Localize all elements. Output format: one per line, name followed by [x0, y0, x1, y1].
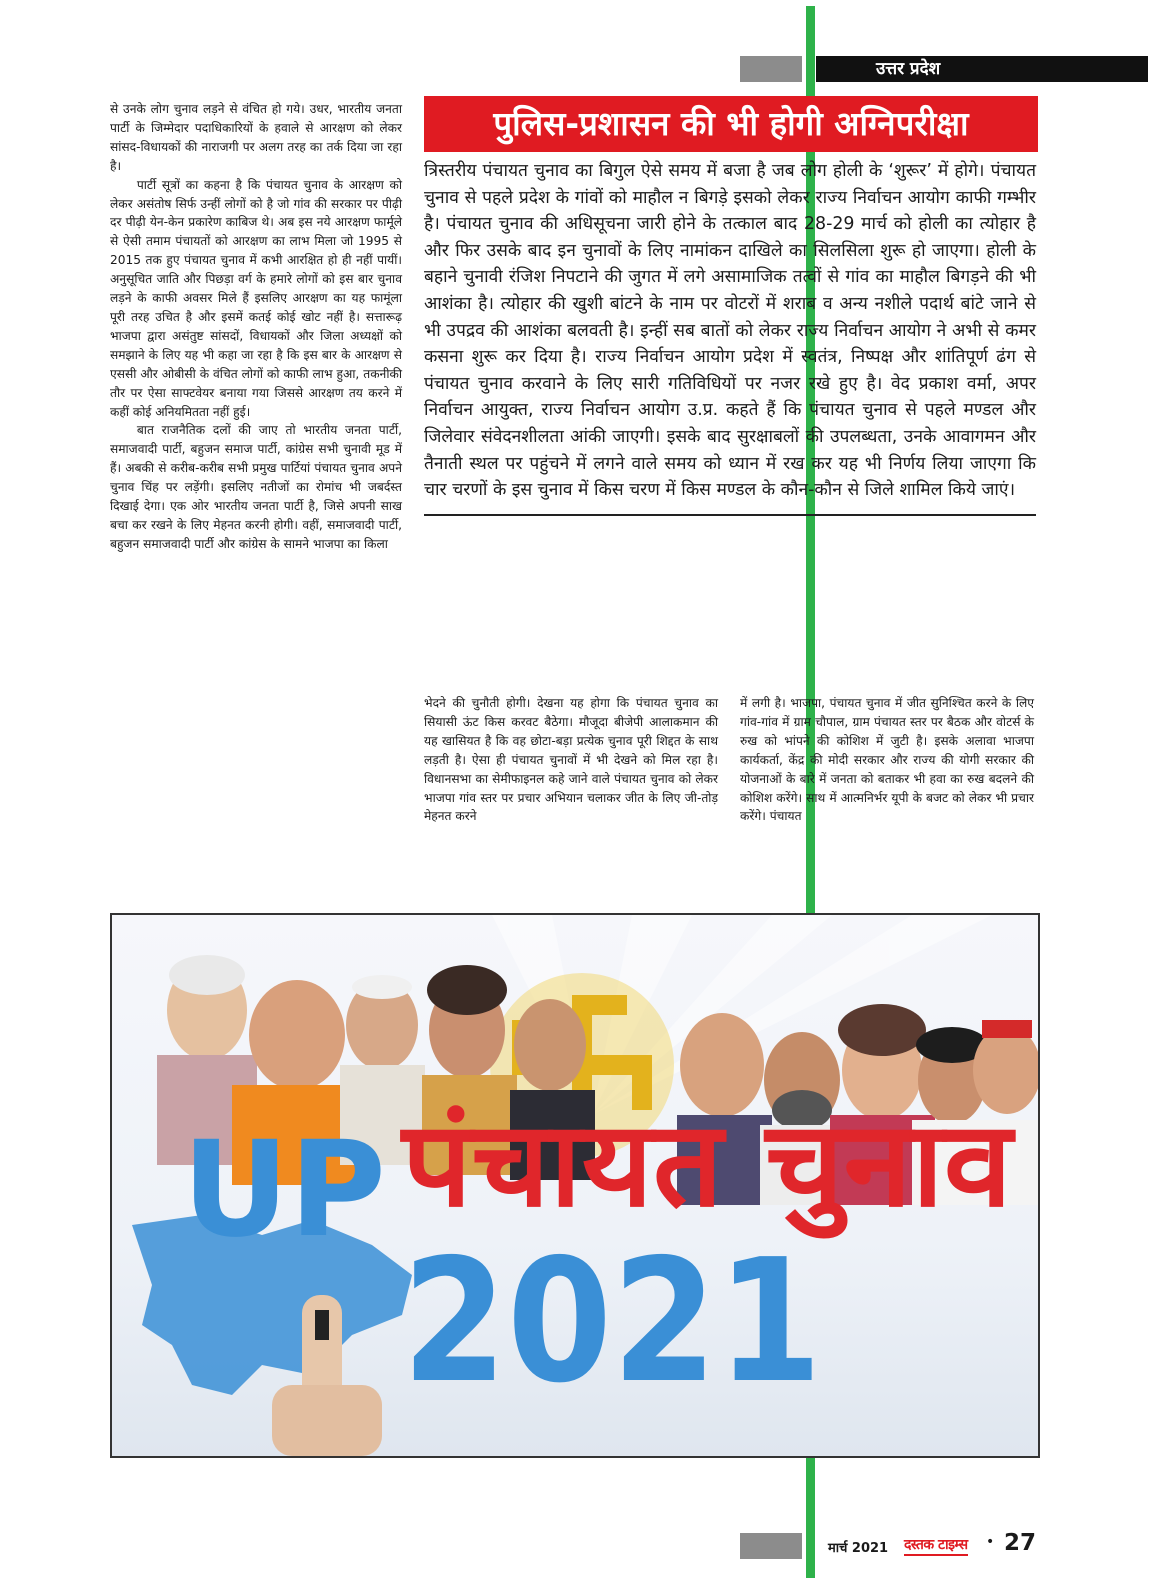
column-right — [740, 694, 1034, 826]
footer-gray-block — [740, 1533, 802, 1559]
box-headline: पुलिस-प्रशासन की भी होगी अग्निपरीक्षा — [424, 96, 1038, 152]
paragraph: से उनके लोग चुनाव लड़ने से वंचित हो गये। उधर, भारतीय जनता पार्टी के जिम्मेदार पदाधिकारियों के हवाले से आरक्षण को लेकर सांसद-विधायकों की नाराजगी पर अलग तरह का तर्क दिया जा रहा है। — [110, 102, 402, 173]
column-middle — [424, 694, 718, 826]
page-number: 27 — [1004, 1530, 1037, 1556]
election-poster-image — [110, 913, 1040, 1458]
footer-date: मार्च 2021 — [828, 1541, 889, 1556]
paragraph: बात राजनैतिक दलों की जाए तो भारतीय जनता पार्टी, समाजवादी पार्टी, बहुजन समाज पार्टी, कांग्रेस सभी चुनावी मूड में हैं। अबकी से करीब-करीब सभी प्रमुख पार्टियां पंचायत चुनाव अपने चुनाव चिंह पर लड़ेंगी। इसलिए नतीजों का रोमांच भी जबर्दस्त दिखाई देगा। एक ओर भारतीय जनता पार्टी है, जिसे अपनी साख बचा कर रखने के लिए मेहनत करनी होगी। वहीं, समाजवादी पार्टी, बहुजन समाजवादी पार्टी और कांग्रेस के सामने भाजपा का किला — [110, 423, 402, 551]
footer-bullet: • — [986, 1534, 995, 1550]
section-label: उत्तर प्रदेश — [816, 56, 1148, 82]
column-left — [110, 100, 402, 554]
svg-text:UP: UP — [182, 1113, 386, 1267]
svg-text:2021: 2021 — [402, 1223, 822, 1421]
svg-text:पंचायत चुनाव: पंचायत चुनाव — [402, 1095, 988, 1233]
paragraph: पार्टी सूत्रों का कहना है कि पंचायत चुनाव के आरक्षण को लेकर असंतोष सिर्फ उन्हीं लोगों को है जो गांव की सरकार पर पीढ़ी दर पीढ़ी येन-केन प्रकारेण काबिज थे। अब इस नये आरक्षण फार्मूले से ऐसी तमाम पंचायतों को आरक्षण का लाभ मिला जो 1995 से 2015 तक हुए पंचायत चुनाव में कभी आरक्षित हो ही नहीं पायीं। अनुसूचित जाति और पिछड़ा वर्ग के हमारे लोगों को इस बार चुनाव लड़ने के काफी अवसर मिले हैं इसलिए आरक्षण का यह फामूंला पूरी तरह उचित है और इसमें कतई कोई खोट नहीं है। सत्तारूढ़ भाजपा द्वारा असंतुष्ट सांसदों, विधायकों और जिला अध्यक्षों को समझाने के लिए यह भी कहा जा रहा है कि इस बार के आरक्षण से एससी और ओबीसी के वंचित लोगों को काफी लाभ हुआ, तकनीकी तौर पर ऐसा साफ्टवेयर बनाया गया जिससे आरक्षण तय करने में कहीं कोई अनियमितता नहीं हुई। — [110, 177, 402, 419]
paragraph: भेदने की चुनौती होगी। देखना यह होगा कि पंचायत चुनाव का सियासी ऊंट किस करवट बैठेगा। मौजूदा बीजेपी आलाकमान की यह खासियत है कि वह छोटा-बड़ा प्रत्येक चुनाव पूरी शिद्दत के साथ लड़ती है। ऐसा ही पंचायत चुनावों में भी देखने को मिल रहा है। विधानसभा का सेमीफाइनल कहे जाने वाले पंचायत चुनाव को लेकर भाजपा गांव स्तर पर प्रचार अभियान चलाकर जीत के लिए जी-तोड़ मेहनत करने — [424, 696, 718, 824]
box-story-text: त्रिस्तरीय पंचायत चुनाव का बिगुल ऐसे समय में बजा है जब लोग होली के ‘शुरूर’ में होगे। पंचायत चुनाव से पहले प्रदेश के गांवों को माहौल न बिगड़े इसको लेकर राज्य निर्वाचन आयोग काफी गम्भीर है। पंचायत चुनाव की अधिसूचना जारी होने के तत्काल बाद 28-29 मार्च को होली का त्योहार है और फिर उसके बाद इन चुनावों के लिए नामांकन दाखिले का सिलसिला शुरू हो जाएगा। होली के बहाने चुनावी रंजिश निपटाने की जुगत में लगे असामाजिक तत्वों से गांव का माहौल बिगड़ने की भी आशंका है। त्योहार की खुशी बांटने के नाम पर वोटरों में शराब व अन्य नशीले पदार्थ बांटे जाने से भी उपद्रव की आशंका बलवती है। इन्हीं सब बातों को लेकर राज्य निर्वाचन आयोग ने अभी से कमर कसना शुरू कर दिया है। राज्य निर्वाचन आयोग प्रदेश में स्वतंत्र, निष्पक्ष और शांतिपूर्ण ढंग से पंचायत चुनाव करवाने के लिए सारी गतिविधियों पर नजर रखे हुए है। वेद प्रकाश वर्मा, अपर निर्वाचन आयुक्त, राज्य निर्वाचन आयोग उ.प्र. कहते हैं कि पंचायत चुनाव से पहले मण्डल और जिलेवार संवेदनशीलता आंकी जाएगी। इसके बाद सुरक्षाबलों की उपलब्धता, उनके आवागमन और तैनाती स्थल पर पहुंचने में लगने वाले समय को ध्यान में रख कर यह भी निर्णय लिया जाएगा कि चार चरणों के इस चुनाव में किस चरण में किस मण्डल के कौन-कौन से जिले शामिल किये जाएं। — [424, 158, 1036, 516]
header-gray-block — [740, 56, 802, 82]
magazine-logo: दस्तक टाइम्स — [904, 1535, 968, 1556]
paragraph: में लगी है। भाजपा, पंचायत चुनाव में जीत सुनिश्चित करने के लिए गांव-गांव में ग्राम चौपाल, ग्राम पंचायत स्तर पर बैठक और वोटर्स के रुख को भांपने की कोशिश में जुटी है। इसके अलावा भाजपा कार्यकर्ता, केंद्र की मोदी सरकार और राज्य की योगी सरकार की योजनाओं के बारे में जनता को बताकर भी हवा का रुख बदलने की कोशिश करेंगे। साथ में आत्मनिर्भर यूपी के बजट को लेकर भी प्रचार करेंगे। पंचायत — [740, 696, 1034, 824]
